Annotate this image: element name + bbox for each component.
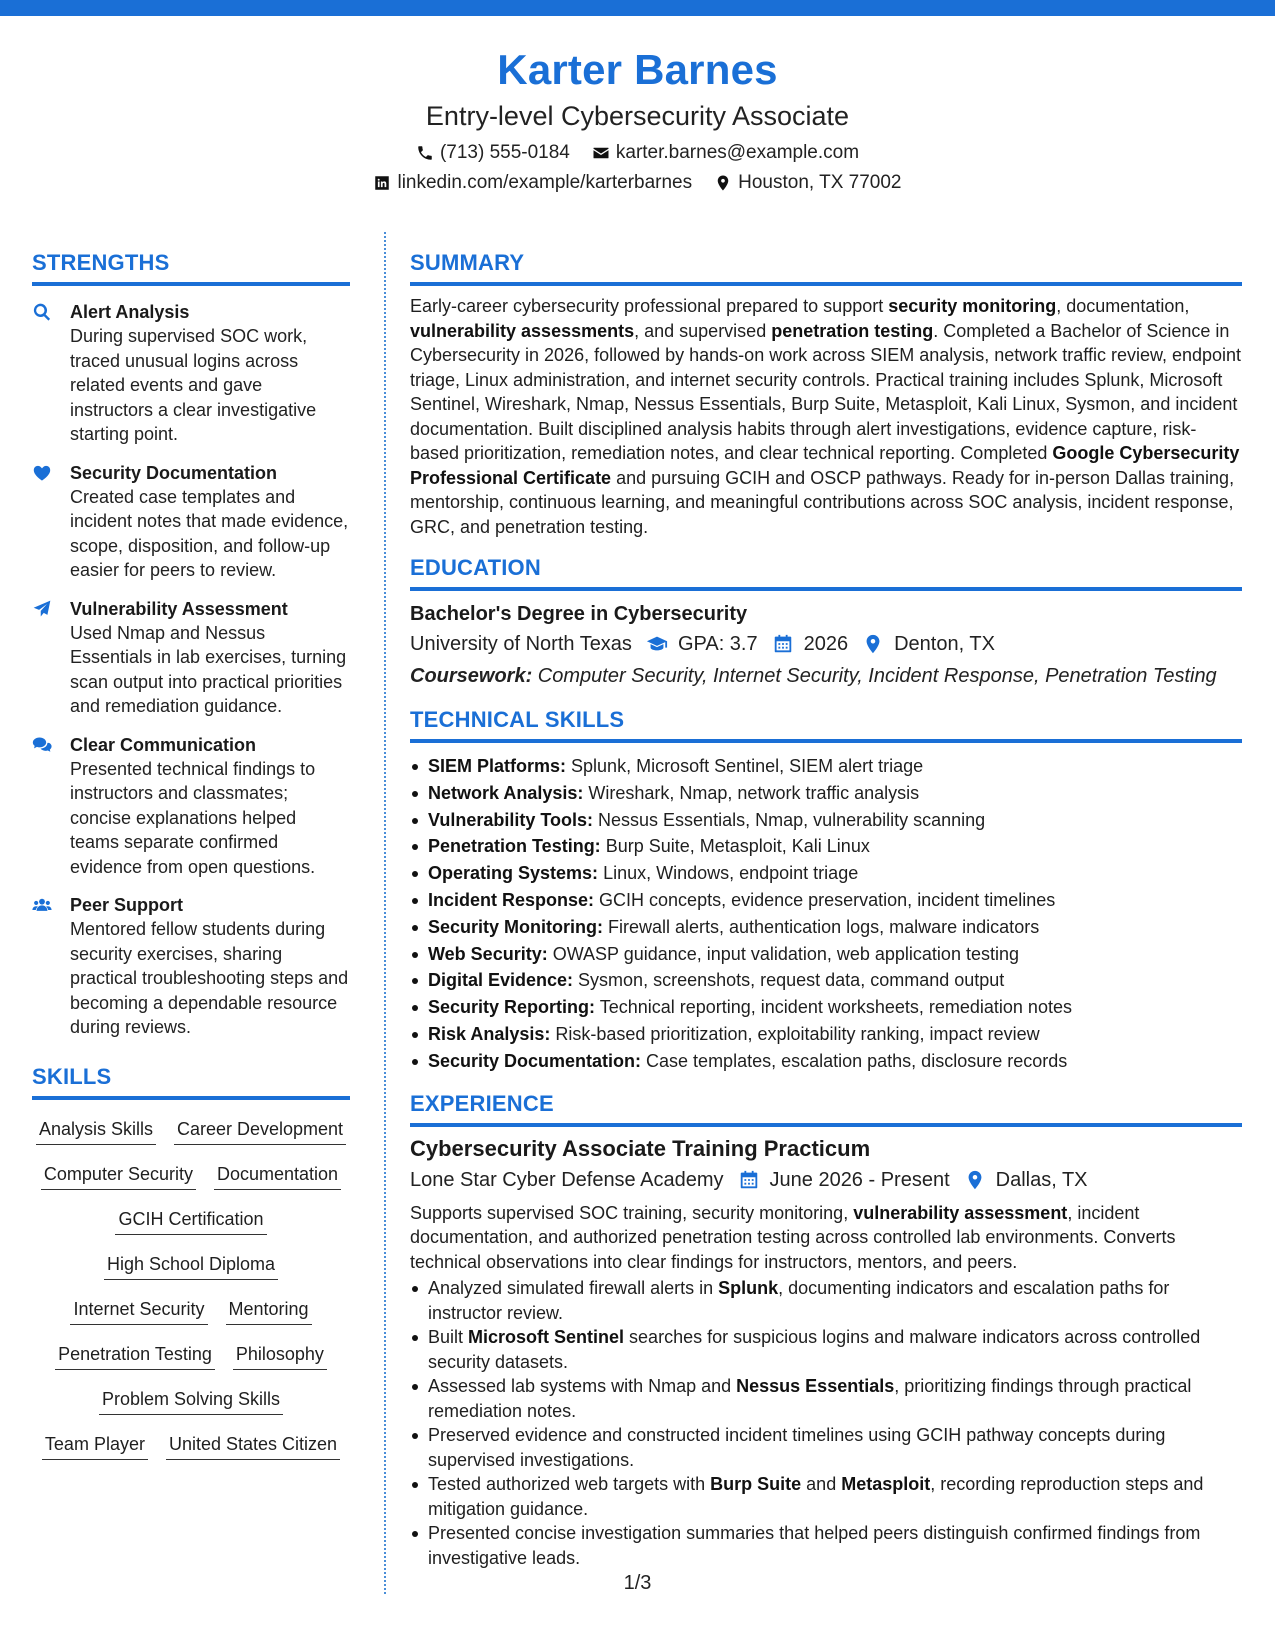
experience-meta (410, 1165, 1242, 1195)
experience-bullets (410, 1276, 1242, 1570)
skill-label: Penetration Testing: (428, 836, 601, 857)
skill-chip: Penetration Testing (55, 1341, 215, 1370)
bullet-bold: Microsoft Sentinel (468, 1327, 625, 1348)
skill-value: Technical reporting, incident worksheets, remediation notes (595, 997, 1072, 1018)
summary-part: Early-career cybersecurity professional prepared to support (410, 296, 889, 316)
strength-title: Peer Support (70, 895, 184, 915)
skill-chip: Internet Security (70, 1296, 207, 1325)
skill-value: GCIH concepts, evidence preservation, incident timelines (594, 889, 1056, 910)
list-item (410, 941, 1242, 968)
bullet-text: and (801, 1474, 842, 1495)
list-item (410, 860, 1242, 887)
coursework (410, 661, 1242, 691)
list-item (410, 967, 1242, 994)
desc-part: Supports supervised SOC training, security monitoring, (410, 1202, 854, 1223)
technical-skills-section (410, 705, 1242, 1075)
skill-row (32, 1378, 350, 1423)
list-item (410, 780, 1242, 807)
bullet-text: , documenting indicators and escalation paths for instructor review. (428, 1278, 1170, 1323)
strength-item (32, 597, 350, 719)
bullet-text: , recording reproduction steps and mitigation guidance. (428, 1474, 1204, 1519)
skill-chip: Philosophy (233, 1341, 327, 1370)
skill-chip: United States Citizen (166, 1431, 340, 1460)
skill-chip: Team Player (42, 1431, 148, 1460)
summary-part: , documentation, (1056, 296, 1190, 316)
skills-list (32, 1108, 350, 1468)
skill-chip: Career Development (174, 1116, 346, 1145)
skill-label: Digital Evidence: (428, 970, 574, 991)
strength-desc: Used Nmap and Nessus Essentials in lab exercises, turning scan output into practical priorities and remediation guidance. (70, 622, 347, 716)
skill-value: Risk-based prioritization, exploitability ranking, impact review (550, 1023, 1040, 1044)
skill-row (32, 1108, 350, 1153)
strengths-heading: STRENGTHS (32, 248, 350, 286)
map-pin-icon (714, 174, 732, 192)
education-meta (410, 629, 1242, 659)
strength-item (32, 300, 350, 447)
skill-label: Web Security: (428, 943, 548, 964)
skill-value: Wireshark, Nmap, network traffic analysis (583, 782, 920, 803)
skill-value: Burp Suite, Metasploit, Kali Linux (600, 836, 870, 857)
candidate-title: Entry-level Cybersecurity Associate (425, 101, 850, 131)
strength-item (32, 733, 350, 880)
phone-text: (713) 555-0184 (439, 142, 570, 163)
skill-label: Network Analysis: (428, 782, 584, 803)
skills-heading: SKILLS (32, 1062, 350, 1100)
education-heading: EDUCATION (410, 553, 1242, 591)
list-item (410, 1048, 1242, 1075)
list-item (410, 1521, 1242, 1570)
summary-heading: SUMMARY (410, 248, 1242, 286)
list-item (410, 1021, 1242, 1048)
bullet-text: Analyzed simulated firewall alerts in (428, 1278, 719, 1299)
skill-label: SIEM Platforms: (428, 756, 567, 776)
location-text: Houston, TX 77002 (738, 172, 902, 193)
degree-title: Bachelor's Degree in Cybersecurity (410, 603, 748, 625)
skill-row (32, 1198, 350, 1243)
candidate-name: Karter Barnes (497, 46, 778, 93)
list-item (410, 833, 1242, 860)
coursework-label: Coursework: (410, 665, 533, 687)
map-pin-icon (964, 1169, 986, 1191)
desc-part: , incident documentation, and authorized penetration testing across controlled lab environments. Converts technical observations into clear findings for instructors, mentors, and peers. (410, 1202, 1176, 1272)
strength-desc: Presented technical findings to instructors and classmates; concise explanations helped teams separate confirmed evidence from open questions. (70, 758, 316, 877)
top-accent-bar (0, 0, 1275, 16)
skill-row (32, 1243, 350, 1288)
bullet-text: Tested authorized web targets with (428, 1474, 711, 1495)
calendar-icon (772, 633, 794, 655)
skill-label: Incident Response: (428, 889, 595, 910)
skill-label: Security Reporting: (428, 997, 596, 1018)
bullet-text: Presented concise investigation summaries that helped peers distinguish confirmed findings from investigative leads. (428, 1523, 1201, 1568)
comments-icon (32, 733, 70, 880)
skill-label: Security Monitoring: (428, 916, 603, 937)
strength-title: Vulnerability Assessment (70, 598, 288, 619)
map-pin-icon (862, 633, 884, 655)
skill-label: Risk Analysis: (428, 1023, 551, 1044)
strength-desc: Mentored fellow students during security exercises, sharing practical troubleshooting steps and becoming a dependable resource during reviews. (70, 919, 349, 1037)
bullet-text: Built (428, 1327, 469, 1348)
gpa-text: GPA: 3.7 (677, 633, 758, 655)
linkedin-contact[interactable] (373, 170, 692, 196)
users-icon (32, 893, 70, 1040)
list-item (410, 807, 1242, 834)
bullet-bold: Splunk (718, 1278, 779, 1299)
skill-chip: High School Diploma (104, 1251, 278, 1280)
contact-line-1 (0, 140, 1275, 166)
skill-value: Nessus Essentials, Nmap, vulnerability scanning (593, 809, 986, 830)
skill-value: Case templates, escalation paths, disclosure records (641, 1050, 1068, 1071)
search-icon (32, 300, 70, 447)
skill-chip: Analysis Skills (36, 1116, 156, 1145)
linkedin-icon (373, 174, 391, 192)
list-item (410, 994, 1242, 1021)
resume-header (0, 44, 1275, 196)
summary-bold: penetration testing (771, 320, 934, 341)
envelope-icon (592, 144, 610, 162)
strength-desc: During supervised SOC work, traced unusual logins across related events and gave instructors a clear investigative starting point. (70, 326, 317, 444)
skill-chip: GCIH Certification (115, 1206, 266, 1235)
location-contact (714, 170, 901, 196)
skill-row (32, 1153, 350, 1198)
experience-section (410, 1089, 1242, 1571)
heart-icon (32, 461, 70, 583)
summary-part: , and supervised (634, 320, 772, 341)
bullet-text: Preserved evidence and constructed incident timelines using GCIH pathway concepts during supervised investigations. (428, 1425, 1166, 1470)
graduation-year: 2026 (803, 633, 849, 655)
graduation-cap-icon (646, 633, 668, 655)
strength-title: Security Documentation (70, 462, 278, 483)
summary-bold: security monitoring (888, 296, 1057, 316)
job-title: Cybersecurity Associate Training Practicum (410, 1135, 871, 1161)
list-item (410, 1472, 1242, 1521)
technical-skills-heading: TECHNICAL SKILLS (410, 705, 1242, 743)
skill-row (32, 1288, 350, 1333)
desc-bold: vulnerability assessment (853, 1202, 1068, 1223)
page-number: 1/3 (623, 1572, 652, 1594)
skill-label: Operating Systems: (428, 863, 599, 884)
skill-chip: Mentoring (226, 1296, 312, 1325)
skill-value: OWASP guidance, input validation, web application testing (547, 943, 1019, 964)
strength-title: Alert Analysis (70, 302, 190, 322)
summary-part: and pursuing GCIH and OSCP pathways. Ready for in-person Dallas training, mentorship, continuous learning, and meaningful contributions across SOC analysis, incident response, GRC, and penetration testing. (410, 467, 1235, 537)
email-contact[interactable] (592, 140, 859, 166)
list-item (410, 1276, 1242, 1325)
bullet-bold: Burp Suite (710, 1474, 802, 1495)
bullet-bold: Nessus Essentials (736, 1376, 895, 1397)
bullet-text: Assessed lab systems with Nmap and (428, 1376, 737, 1397)
column-divider (384, 232, 386, 1594)
skill-row (32, 1423, 350, 1468)
skill-label: Vulnerability Tools: (428, 809, 594, 830)
linkedin-text[interactable]: linkedin.com/example/karterbarnes (397, 172, 693, 193)
skill-value: Splunk, Microsoft Sentinel, SIEM alert triage (566, 756, 924, 776)
skill-chip: Documentation (214, 1161, 341, 1190)
organization-name: Lone Star Cyber Defense Academy (410, 1168, 724, 1191)
skill-chip: Problem Solving Skills (99, 1386, 283, 1415)
summary-bold: Google Cybersecurity Professional Certificate (410, 443, 1240, 488)
coursework-list: Computer Security, Internet Security, Incident Response, Penetration Testing (532, 665, 1217, 687)
bullet-text: , prioritizing findings through practical remediation notes. (428, 1376, 1192, 1421)
education-section (410, 553, 1242, 691)
job-location: Dallas, TX (995, 1168, 1088, 1191)
paper-plane-icon (32, 597, 70, 719)
skill-chip: Computer Security (41, 1161, 196, 1190)
strength-desc: Created case templates and incident notes that made evidence, scope, disposition, and follow-up easier for peers to review. (70, 486, 349, 580)
job-description (410, 1201, 1242, 1275)
contact-line-2 (0, 170, 1275, 196)
education-location: Denton, TX (894, 633, 995, 655)
skill-value: Sysmon, screenshots, request data, command output (573, 970, 1005, 991)
list-item (410, 1374, 1242, 1423)
summary-part: . Completed a Bachelor of Science in Cybersecurity in 2026, followed by hands-on work across SIEM analysis, network traffic review, endpoint triage, Linux administration, and internet security controls. Practical training includes Splunk, Microsoft Sentinel, Wireshark, Nmap, Nessus Essentials, Burp Suite, Metasploit, Kali Linux, Sysmon, and incident documentation. Built disciplined analysis habits through alert investigations, evidence capture, risk-based prioritization, remediation notes, and clear technical reporting. Completed (410, 320, 1242, 463)
right-column (410, 248, 1242, 1570)
left-column (32, 248, 350, 1468)
phone-icon (416, 144, 434, 162)
email-text[interactable]: karter.barnes@example.com (615, 142, 860, 163)
calendar-icon (738, 1169, 760, 1191)
skill-label: Security Documentation: (428, 1050, 642, 1071)
list-item (410, 1325, 1242, 1374)
phone-contact (416, 140, 570, 166)
skill-row (32, 1333, 350, 1378)
job-dates: June 2026 - Present (769, 1168, 950, 1191)
skill-value: Firewall alerts, authentication logs, malware indicators (603, 916, 1040, 937)
bullet-bold: Metasploit (841, 1474, 931, 1495)
list-item (410, 1423, 1242, 1472)
list-item (410, 914, 1242, 941)
strength-item (32, 893, 350, 1040)
list-item (410, 887, 1242, 914)
summary-text (410, 294, 1242, 539)
summary-bold: vulnerability assessments (410, 320, 635, 341)
school-name: University of North Texas (410, 633, 632, 655)
strength-title: Clear Communication (70, 734, 257, 755)
strength-item (32, 461, 350, 583)
technical-skills-list (410, 753, 1242, 1075)
experience-heading: EXPERIENCE (410, 1089, 1242, 1127)
bullet-text: searches for suspicious logins and malware indicators across controlled security datasets. (428, 1327, 1201, 1372)
skill-value: Linux, Windows, endpoint triage (598, 863, 859, 884)
list-item (410, 753, 1242, 780)
